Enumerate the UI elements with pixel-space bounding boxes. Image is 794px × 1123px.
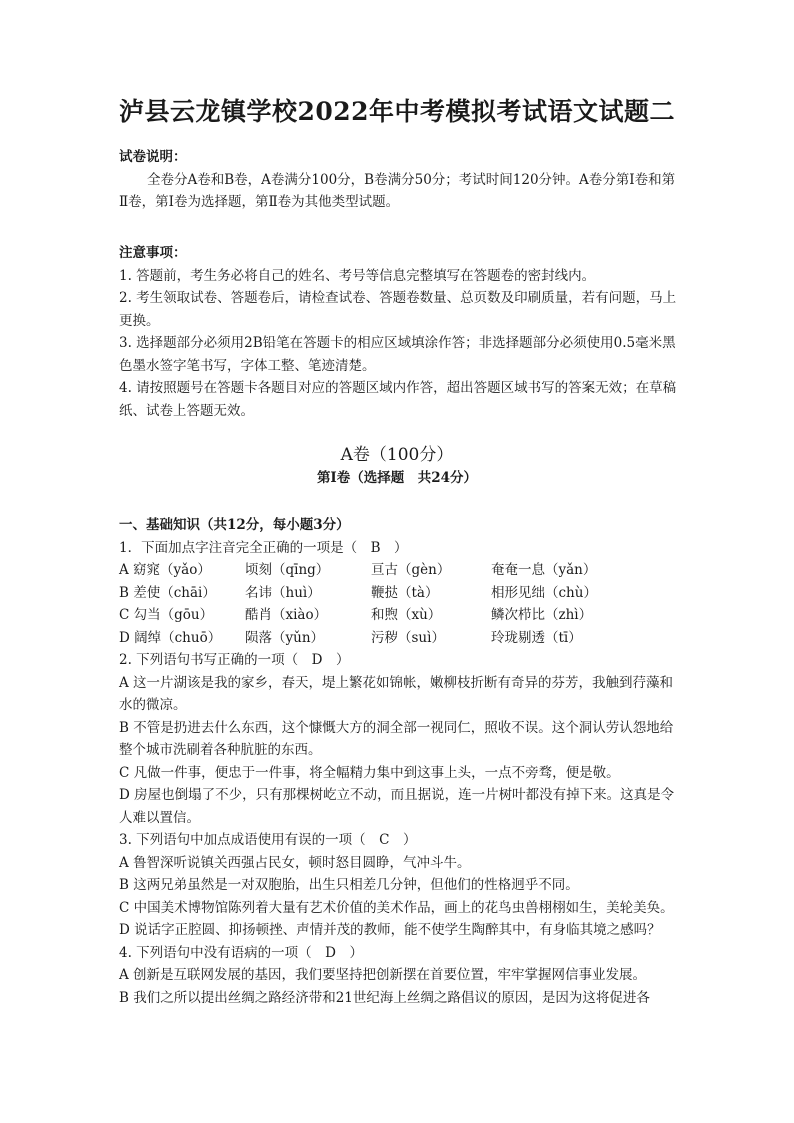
q1-option: 名讳（huì）: [245, 584, 321, 601]
notes-item: 2. 考生领取试卷、答题卷后，请检查试卷、答题卷数量、总页数及印刷质量，若有问题，马上更换。: [119, 290, 677, 329]
q1-option: 顷刻（qīng）: [245, 562, 330, 578]
q1-option: A 窈窕（yǎo）: [119, 562, 211, 578]
q1-option: 亘古（gèn）: [371, 562, 451, 578]
q4-option: A 创新是互联网发展的基因，我们要坚持把创新摆在首要位置，牢牢掌握网信事业发展。: [119, 967, 647, 983]
q3-option: D 说话字正腔圆、抑扬顿挫、声情并茂的教师，能不使学生陶醉其中，有身临其境之感吗？: [119, 922, 661, 938]
q1-option: B 差使（chāi）: [119, 584, 216, 601]
q2-option: C 凡做一件事，便忠于一件事，将全幅精力集中到这事上头，一点不旁骛，便是敬。: [119, 764, 620, 781]
q1-option: 相形见绌（chù）: [491, 584, 597, 601]
intro-heading: 试卷说明：: [119, 149, 187, 165]
q1-option-row: [119, 582, 677, 605]
q2-option: B 不管是扔进去什么东西，这个慷慨大方的洞全部一视同仁，照收不误。这个洞认劳认怨地给整个城市洗刷着各种肮脏的东西。: [119, 719, 674, 758]
notes-item: 4. 请按照题号在答题卡各题目对应的答题区域内作答，超出答题区域书写的答案无效；在草稿纸、试卷上答题无效。: [119, 380, 677, 419]
section-a-title: A卷（100分）: [340, 445, 454, 465]
q3-stem: 3. 下列语句中加点成语使用有误的一项（ C ）: [119, 832, 417, 848]
q1-option: C 勾当（gōu）: [119, 607, 214, 623]
q3-option: B 这两兄弟虽然是一对双胞胎，出生只相差几分钟，但他们的性格迥乎不同。: [119, 877, 579, 893]
q1-stem: 1．下面加点字注音完全正确的一项是（ B ）: [119, 539, 408, 556]
q1-option-row: [119, 604, 677, 627]
q1-option: 酷肖（xiào）: [245, 607, 328, 623]
q1-option: 玲珑剔透（tī）: [491, 629, 582, 646]
intro-text: 全卷分A卷和B卷，A卷满分100分，B卷满分50分；考试时间120分钟。A卷分第Ⅰ卷和第Ⅱ卷，第Ⅰ卷为选择题，第Ⅱ卷为其他类型试题。: [119, 171, 676, 210]
q1-option: 陨落（yǔn）: [245, 629, 325, 646]
q4-stem: 4. 下列语句中没有语病的一项（ D ）: [119, 944, 363, 961]
q1-option: 和煦（xù）: [371, 607, 442, 623]
part1-heading: 一、基础知识（共12分，每小题3分）: [119, 517, 350, 533]
q1-option: 污秽（suì）: [371, 629, 445, 646]
notes-item: 3. 选择题部分必须用2B铅笔在答题卡的相应区域填涂作答；非选择题部分必须使用0.5毫米黑色墨水签字笔书写，字体工整、笔迹清楚。: [119, 335, 676, 374]
q3-option: C 中国美术博物馆陈列着大量有艺术价值的美术作品，画上的花鸟虫兽栩栩如生，美轮美奂。: [119, 899, 674, 916]
q2-option: A 这一片湖该是我的家乡，春天，堤上繁花如锦帐，嫩柳枝折断有奇异的芬芳，我触到荇藻和水的微凉。: [119, 674, 674, 713]
q1-option-row: [119, 627, 677, 650]
notes-section: [119, 242, 677, 422]
q3-option: A 鲁智深听说镇关西强占民女，顿时怒目圆睁，气冲斗牛。: [119, 854, 471, 871]
part1-section: [119, 514, 677, 1009]
notes-item: 1. 答题前，考生务必将自己的姓名、考号等信息完整填写在答题卷的密封线内。: [119, 267, 596, 284]
q4-option: B 我们之所以提出丝绸之路经济带和21世纪海上丝绸之路倡议的原因，是因为这将促进各: [119, 989, 650, 1006]
intro-section: [119, 146, 677, 214]
q1-option: 奄奄一息（yǎn）: [491, 562, 597, 578]
q2-stem: 2. 下列语句书写正确的一项（ D ）: [119, 652, 350, 668]
q1-option-row: [119, 559, 677, 582]
q1-option: D 阔绰（chuō）: [119, 629, 222, 646]
q2-option: D 房屋也倒塌了不少，只有那棵树屹立不动，而且据说，连一片树叶都没有掉下来。这真是令人难以置信。: [119, 787, 675, 826]
section-a-subtitle: 第Ⅰ卷（选择题 共24分）: [316, 470, 478, 486]
page-title: 泸县云龙镇学校2022年中考模拟考试语文试题二: [118, 97, 676, 126]
q1-option: 鞭挞（tà）: [371, 584, 439, 601]
q1-option: 鳞次栉比（zhì）: [491, 607, 593, 623]
notes-heading: 注意事项：: [119, 245, 187, 261]
